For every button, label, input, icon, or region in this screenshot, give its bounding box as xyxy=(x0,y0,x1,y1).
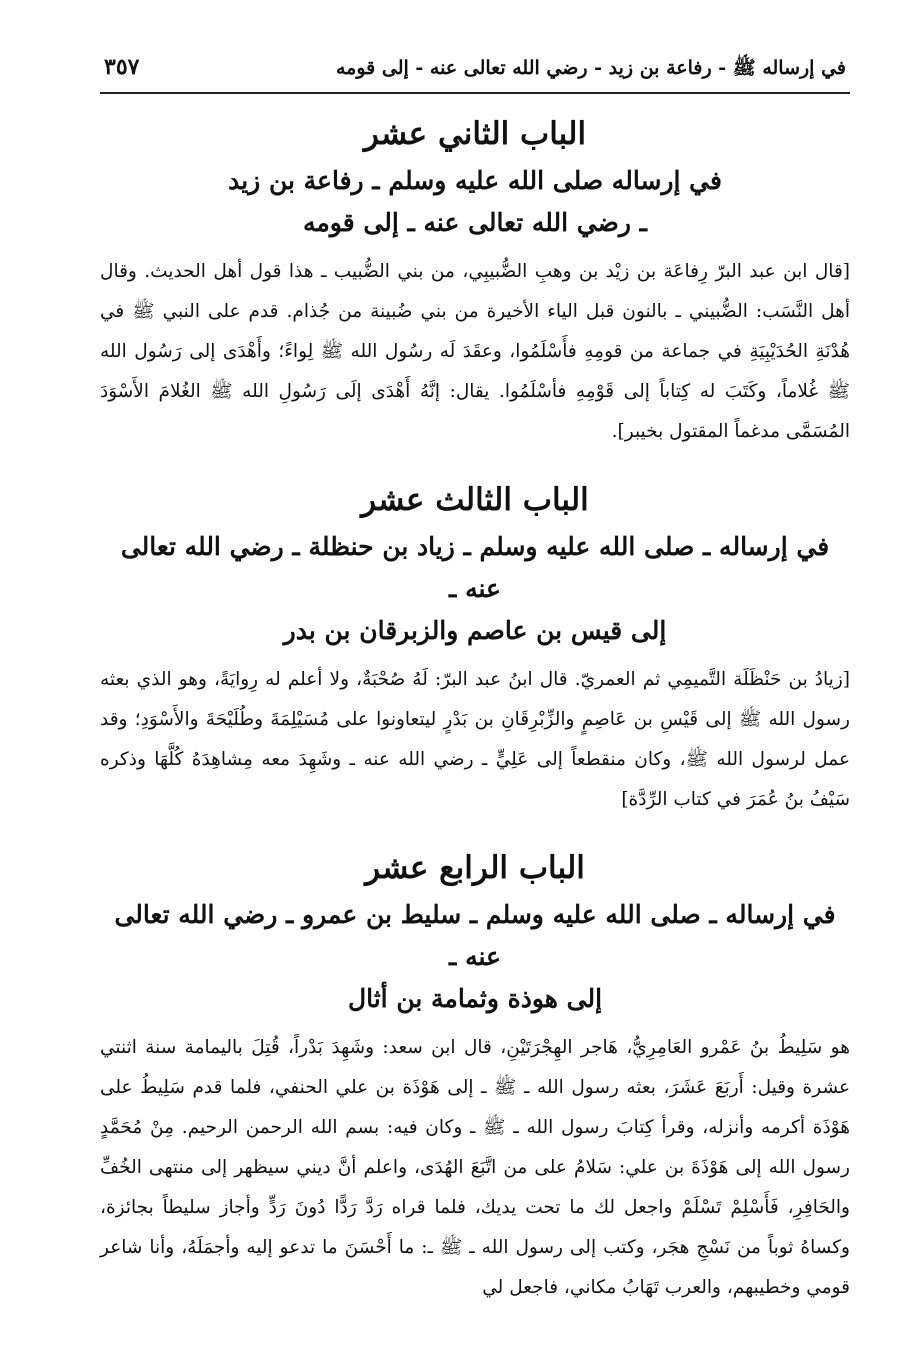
chapter-subtitle-line: ـ رضي الله تعالى عنه ـ إلى قومه xyxy=(303,208,647,237)
chapter-subtitle xyxy=(100,160,850,244)
chapter-12 xyxy=(100,116,850,452)
chapter-body: [زيادُ بن حَنْظَلَة التَّميمِي ثم العمريّ. قال ابنُ عبد البرّ: لَهُ صُحْبَةٌ، ولا أعلم له رِوايَةً، وهو الذي بعثه رسول الله ﷺ إلى قَيْسِ بن عَاصِمٍ والزِّبْرِقَانِ بن بَدْرٍ ليتعاونوا على مُسَيْلِمَةَ وطُلَيْحَةَ والأَسْوَدِ؛ وقد عمل لرسول الله ﷺ، وكان منقطعاً إلى عَلِيٍّ ـ رضي الله عنه ـ وشَهِدَ معه مِشاهِدَهُ كُلَّهَا وذكره سَيْفُ بنُ عُمَرَ في كتاب الرِّدَّة] xyxy=(100,669,850,810)
chapter-subtitle xyxy=(100,526,850,652)
chapter-subtitle-line: إلى قيس بن عاصم والزبرقان بن بدر xyxy=(283,616,667,645)
chapter-subtitle-line: في إرساله ـ صلى الله عليه وسلم ـ سليط بن عمرو ـ رضي الله تعالى عنه ـ xyxy=(114,900,836,971)
chapter-subtitle xyxy=(100,894,850,1020)
document-page xyxy=(100,54,850,1338)
chapter-subtitle-line: إلى هوذة وثمامة بن أثال xyxy=(347,984,603,1013)
chapter-14 xyxy=(100,850,850,1308)
running-header xyxy=(100,54,850,94)
chapter-body: [قال ابن عبد البرّ رِفاعَة بن زيْد بن وهبِ الضُّبيبِي، من بني الضُّبيب ـ هذا قول أهل الحديث. وقال أهل النَّسَب: الضُّبيني ـ بالنون قبل الياء الأخيرة من بني ضُبينة من جُذام. قدم على النبي ﷺ في هُدْنَةِ الحُدَيْبِيَةِ في جماعة من قومِهِ فأَسْلَمُوا، وعقَدَ لَه رسُول الله ﷺ لِواءً؛ وأَهْدَى إلى رَسُول الله ﷺ غُلاماً، وكَتَبَ له كِتاباً إلى قَوْمِهِ فأسْلَمُوا. يقال: إنَّهُ أَهْدَى إلَى رَسُولِ الله ﷺ الغُلامَ الأَسْوَدَ المُسَمَّى مدغماً المقتول بخيبر]. xyxy=(100,261,850,442)
chapter-subtitle-line: في إرساله صلى الله عليه وسلم ـ رفاعة بن زيد xyxy=(228,166,722,195)
running-title: في إرساله ﷺ - رفاعة بن زيد - رضي الله تعالى عنه - إلى قومه xyxy=(335,57,846,79)
chapter-title: الباب الثاني عشر xyxy=(363,116,587,152)
chapter-13 xyxy=(100,482,850,820)
chapter-title: الباب الرابع عشر xyxy=(365,850,585,886)
chapter-title: الباب الثالث عشر xyxy=(361,482,589,518)
page-number: ٣٥٧ xyxy=(104,54,140,80)
chapter-subtitle-line: في إرساله ـ صلى الله عليه وسلم ـ زياد بن حنظلة ـ رضي الله تعالى عنه ـ xyxy=(120,532,830,603)
chapter-body: هو سَلِيطُ بنُ عَمْرو العَامِرِيُّ، هَاجر الهِجْرَتَيْنِ، قال ابن سعد: وشَهِدَ بَدْراً، قُتِلَ باليمامة سنة اثنتي عشرة وقيل: أَربَعَ عَشَرَ، بعثه رسول الله ـ ﷺ ـ إلى هَوْذَة بن علي الحنفي، فلما قدم سَلِيطُ على هَوْذَة أكرمه وأنزله، وقرأ كِتابَ رسول الله ـ ﷺ ـ وكان فيه: بسم الله الرحمن الرحيم. مِنْ مُحَمَّدٍ رسول الله إلى هَوْذَةَ بن علي: سَلامُ على من اتَّبَعَ الهُدَى، واعلم أنَّ ديني سيظهر إلى منتهى الخُفِّ والحَافِرِ، فَأَسْلِمْ تَسْلَمْ واجعل لك ما تحت يديك، فلما قراه رَدَّ رَدًّا دُونَ رَدٍّ وأجاز سليطاً بجائزة، وكساهُ ثوباً من نَسْجِ هجَر، وكتب إلى رسول الله ـ ﷺ ـ: ما أَحْسَنَ ما تدعو إليه وأجمَلَهُ، وأنا شاعر قومي وخطيبهم، والعرب تَهَابُ مكاني، فاجعل لي xyxy=(100,1037,850,1298)
